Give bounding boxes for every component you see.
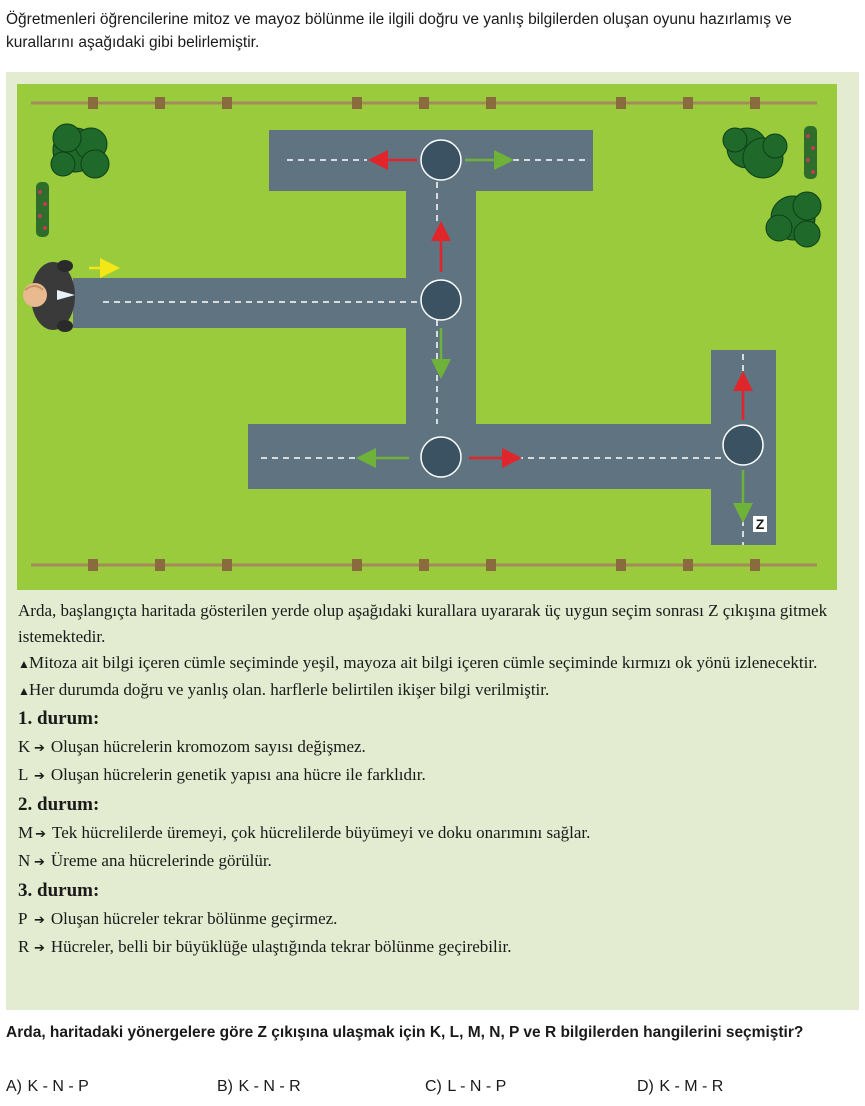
rule-2-text: Her durumda doğru ve yanlış olan. harflerle belirtilen ikişer bilgi verilmiştir. (29, 680, 550, 699)
option-b[interactable] (217, 1078, 301, 1096)
tree-icon (51, 124, 109, 178)
hedge-icon (804, 126, 817, 179)
instructions-block (18, 598, 853, 962)
case-3-item-r (18, 934, 853, 962)
bullet-icon: ▲ (18, 684, 30, 698)
case-2-item-n (18, 848, 853, 876)
junction-top (421, 140, 461, 180)
bullet-icon: ▲ (18, 657, 30, 671)
arrow-right-icon: ➔ (34, 941, 45, 956)
option-d[interactable] (637, 1078, 723, 1096)
item-letter: R (18, 937, 30, 956)
item-letter: N (18, 851, 31, 870)
item-text: Oluşan hücrelerin genetik yapısı ana hücre ile farklıdır. (50, 765, 426, 784)
question-text: Arda, haritadaki yönergelere göre Z çıkışına ulaşmak için K, L, M, N, P ve R bilgilerden hangilerini seçmiştir? (6, 1024, 804, 1041)
item-text: Oluşan hücreler tekrar bölünme geçirmez. (50, 909, 338, 928)
case-2-title: 2. durum: (18, 794, 100, 815)
arrow-right-icon: ➔ (34, 913, 45, 928)
rule-2 (18, 677, 853, 704)
option-text: L - N - P (447, 1078, 507, 1095)
option-a[interactable] (6, 1078, 89, 1096)
option-label: D) (637, 1078, 654, 1095)
rule-1-text: Mitoza ait bilgi içeren cümle seçiminde yeşil, mayoza ait bilgi içeren cümle seçiminde kırmızı ok yönü izlenecektir. (29, 653, 818, 672)
hedge-icon (36, 182, 49, 237)
rule-1 (18, 650, 853, 677)
exit-z-label: Z (755, 516, 765, 532)
arrow-right-icon: ➔ (35, 827, 47, 842)
option-text: K - N - P (27, 1078, 89, 1095)
case-2-item-m (18, 820, 853, 848)
item-text: Oluşan hücrelerin kromozom sayısı değişmez. (50, 737, 366, 756)
case-1-item-l (18, 762, 853, 790)
item-text: Tek hücrelilerde üremeyi, çok hücrelilerde büyümeyi ve doku onarımını sağlar. (52, 823, 591, 842)
option-label: C) (425, 1078, 442, 1095)
option-text: K - N - R (238, 1078, 301, 1095)
arrow-right-icon: ➔ (34, 769, 45, 784)
item-letter: K (18, 737, 31, 756)
item-letter: L (18, 765, 29, 784)
option-c[interactable] (425, 1078, 506, 1096)
case-1-item-k (18, 734, 853, 762)
case-1-title: 1. durum: (18, 708, 100, 729)
case-3-item-p (18, 906, 853, 934)
junction-bottom (421, 437, 461, 477)
item-text: Üreme ana hücrelerinde görülür. (50, 851, 272, 870)
item-letter: M (18, 823, 34, 842)
item-letter: P (18, 909, 28, 928)
case-3-title: 3. durum: (18, 880, 100, 901)
option-text: K - M - R (659, 1078, 724, 1095)
item-text: Hücreler, belli bir büyüklüğe ulaştığında tekrar bölünme geçirebilir. (50, 937, 512, 956)
junction-middle (421, 280, 461, 320)
game-map (17, 84, 837, 590)
arrow-right-icon: ➔ (34, 855, 45, 870)
intro-text: Öğretmenleri öğrencilerine mitoz ve mayoz bölünme ile ilgili doğru ve yanlış bilgilerden oluşan oyunu hazırlamış ve kurallarını aşağıdaki gibi belirlemiştir. (6, 11, 792, 51)
arrow-right-icon: ➔ (34, 741, 45, 756)
option-label: A) (6, 1078, 22, 1095)
instructions-intro: Arda, başlangıçta haritada gösterilen yerde olup aşağıdaki kurallara uyararak üç uygun seçim sonrası Z çıkışına gitmek istemektedir. (18, 601, 828, 646)
junction-right (723, 425, 763, 465)
option-label: B) (217, 1078, 233, 1095)
